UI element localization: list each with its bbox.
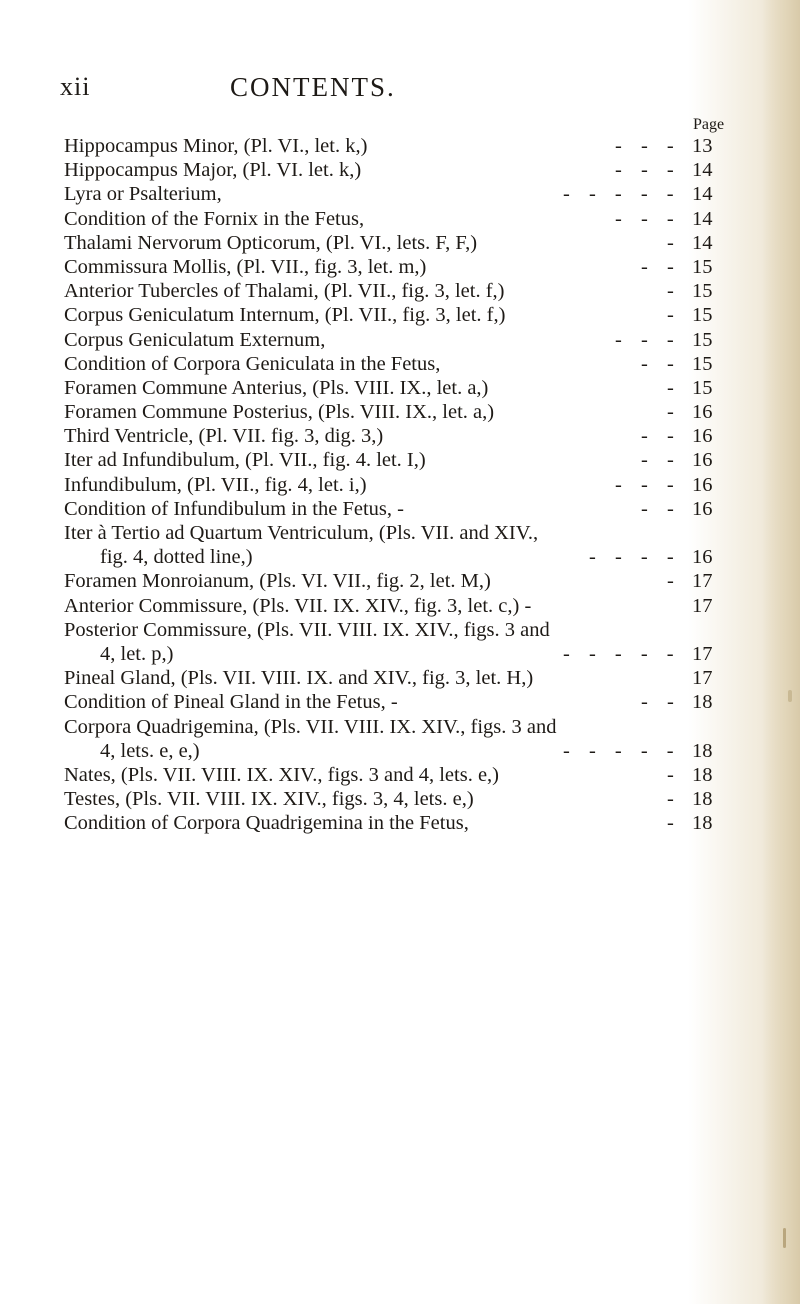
toc-page-number: 15 [692, 376, 713, 399]
toc-page-number: 15 [692, 280, 713, 303]
running-title: CONTENTS. [230, 72, 396, 102]
toc-page-number: 17 [692, 594, 713, 617]
toc-entry-text: 4, let. p,) [100, 642, 174, 665]
toc-page-number: 18 [692, 691, 713, 714]
toc-entry-text: Commissura Mollis, (Pl. VII., fig. 3, let. m,) [64, 255, 427, 278]
toc-entry-text: Testes, (Pls. VII. VIII. IX. XIV., figs. 3, 4, lets. e,) [64, 788, 474, 811]
dot-leader: - - - - [589, 546, 674, 569]
dot-leader: - [667, 812, 674, 835]
toc-entry-text: Nates, (Pls. VII. VIII. IX. XIV., figs. 3 and 4, lets. e,) [64, 763, 499, 786]
toc-entry-line [64, 618, 724, 642]
toc-entry-line [64, 594, 724, 618]
toc-entry-line [64, 473, 724, 497]
toc-entry-line [64, 715, 724, 739]
dot-leader: - [667, 304, 674, 327]
toc-entry-line [64, 400, 724, 424]
toc-entry-line [64, 352, 724, 376]
toc-entry-line [64, 545, 724, 569]
paper-blemish [788, 690, 792, 702]
dot-leader: - - - [615, 207, 674, 230]
toc-page-number: 14 [692, 183, 713, 206]
toc-entry-line [64, 158, 724, 182]
toc-entry-line [64, 739, 724, 763]
toc-entry-line [64, 279, 724, 303]
toc-entry-text: Infundibulum, (Pl. VII., fig. 4, let. i,) [64, 473, 367, 496]
toc-page-number: 15 [692, 255, 713, 278]
dot-leader: - - - [615, 159, 674, 182]
toc-page-number: 16 [692, 546, 713, 569]
folio-number: xii [60, 72, 91, 101]
toc-entry-line [64, 255, 724, 279]
toc-entry-line [64, 811, 724, 835]
toc-entry-text: Anterior Commissure, (Pls. VII. IX. XIV., fig. 3, let. c,) - [64, 594, 532, 617]
toc-entry-text: Thalami Nervorum Opticorum, (Pl. VI., lets. F, F,) [64, 231, 478, 254]
toc-entry-text: Iter ad Infundibulum, (Pl. VII., fig. 4. let. I,) [64, 449, 426, 472]
page-gutter-shading [762, 0, 800, 1304]
toc-entry-text: Corpus Geniculatum Internum, (Pl. VII., fig. 3, let. f,) [64, 304, 506, 327]
dot-leader: - - - [615, 328, 674, 351]
toc-entry-text: Iter à Tertio ad Quartum Ventriculum, (Pls. VII. and XIV., [64, 522, 539, 544]
toc-page-number: 15 [692, 304, 713, 327]
toc-entry-text: Posterior Commissure, (Pls. VII. VIII. IX. XIV., figs. 3 and [64, 618, 550, 641]
dot-leader: - [667, 763, 674, 786]
toc-entry-line [64, 134, 724, 158]
toc-entry-line [64, 666, 724, 690]
dot-leader: - [667, 401, 674, 424]
toc-entry-text: Anterior Tubercles of Thalami, (Pl. VII., fig. 3, let. f,) [64, 280, 505, 303]
toc-page-number: 14 [692, 231, 713, 254]
toc-entry-line [64, 231, 724, 255]
toc-page-number: 16 [692, 497, 713, 520]
toc-entry-text: Foramen Commune Posterius, (Pls. VIII. IX., let. a,) [64, 401, 495, 424]
toc-entry-line [64, 569, 724, 593]
toc-entry-text: Condition of Corpora Quadrigemina in the Fetus, [64, 812, 469, 835]
toc-page-number: 15 [692, 328, 713, 351]
toc-entry-line [64, 690, 724, 714]
toc-page-number: 13 [692, 135, 713, 157]
toc-page-number: 16 [692, 425, 713, 448]
dot-leader: - - - [615, 135, 674, 157]
toc-entry-text: 4, lets. e, e,) [100, 739, 200, 762]
toc-page-number: 18 [692, 812, 713, 835]
toc-entry-line [64, 448, 724, 472]
toc-entry-text: Lyra or Psalterium, [64, 183, 222, 206]
toc-entry-line [64, 303, 724, 327]
toc-page-number: 14 [692, 159, 713, 182]
toc-entry-line [64, 642, 724, 666]
toc-entry-line [64, 521, 724, 545]
toc-page-number: 16 [692, 473, 713, 496]
contents-list [64, 134, 724, 835]
dot-leader: - - [641, 449, 674, 472]
toc-page-number: 17 [692, 570, 713, 593]
toc-page-number: 18 [692, 739, 713, 762]
toc-page-number: 16 [692, 449, 713, 472]
toc-entry-line [64, 182, 724, 206]
toc-entry-text: Hippocampus Minor, (Pl. VI., let. k,) [64, 135, 368, 157]
toc-page-number: 18 [692, 788, 713, 811]
dot-leader: - [667, 788, 674, 811]
dot-leader: - [667, 231, 674, 254]
toc-entry-text: Condition of the Fornix in the Fetus, [64, 207, 365, 230]
paper-blemish [783, 1228, 786, 1248]
dot-leader: - [667, 280, 674, 303]
toc-entry-text: Hippocampus Major, (Pl. VI. let. k,) [64, 159, 362, 182]
toc-page-number: 17 [692, 667, 713, 690]
dot-leader: - [667, 376, 674, 399]
toc-entry-text: fig. 4, dotted line,) [100, 546, 253, 569]
dot-leader: - - - - - [563, 183, 674, 206]
toc-entry-text: Condition of Pineal Gland in the Fetus, - [64, 691, 398, 714]
toc-page-number: 14 [692, 207, 713, 230]
dot-leader: - - - - - [563, 739, 674, 762]
dot-leader: - [667, 570, 674, 593]
toc-page-number: 15 [692, 352, 713, 375]
dot-leader: - - [641, 497, 674, 520]
toc-entry-line [64, 376, 724, 400]
toc-entry-text: Foramen Commune Anterius, (Pls. VIII. IX., let. a,) [64, 376, 489, 399]
toc-entry-line [64, 328, 724, 352]
dot-leader: - - - [615, 473, 674, 496]
toc-entry-text: Pineal Gland, (Pls. VII. VIII. IX. and XIV., fig. 3, let. H,) [64, 667, 534, 690]
toc-page-number: 17 [692, 642, 713, 665]
running-header [0, 52, 800, 102]
dot-leader: - - [641, 352, 674, 375]
toc-entry-line [64, 763, 724, 787]
toc-entry-line [64, 497, 724, 521]
toc-entry-text: Third Ventricle, (Pl. VII. fig. 3, dig. 3,) [64, 425, 384, 448]
toc-entry-text: Condition of Corpora Geniculata in the Fetus, [64, 352, 441, 375]
dot-leader: - - [641, 425, 674, 448]
toc-page-number: 16 [692, 401, 713, 424]
toc-entry-text: Condition of Infundibulum in the Fetus, - [64, 497, 404, 520]
dot-leader: - - [641, 255, 674, 278]
toc-entry-line [64, 424, 724, 448]
dot-leader: - - - - - [563, 642, 674, 665]
dot-leader: - - [641, 691, 674, 714]
toc-entry-text: Foramen Monroianum, (Pls. VI. VII., fig. 2, let. M,) [64, 570, 491, 593]
toc-entry-text: Corpus Geniculatum Externum, [64, 328, 326, 351]
toc-page-number: 18 [692, 763, 713, 786]
toc-entry-line [64, 787, 724, 811]
toc-entry-text: Corpora Quadrigemina, (Pls. VII. VIII. IX. XIV., figs. 3 and [64, 715, 557, 738]
toc-entry-line [64, 207, 724, 231]
page-column-label: Page [693, 116, 725, 133]
